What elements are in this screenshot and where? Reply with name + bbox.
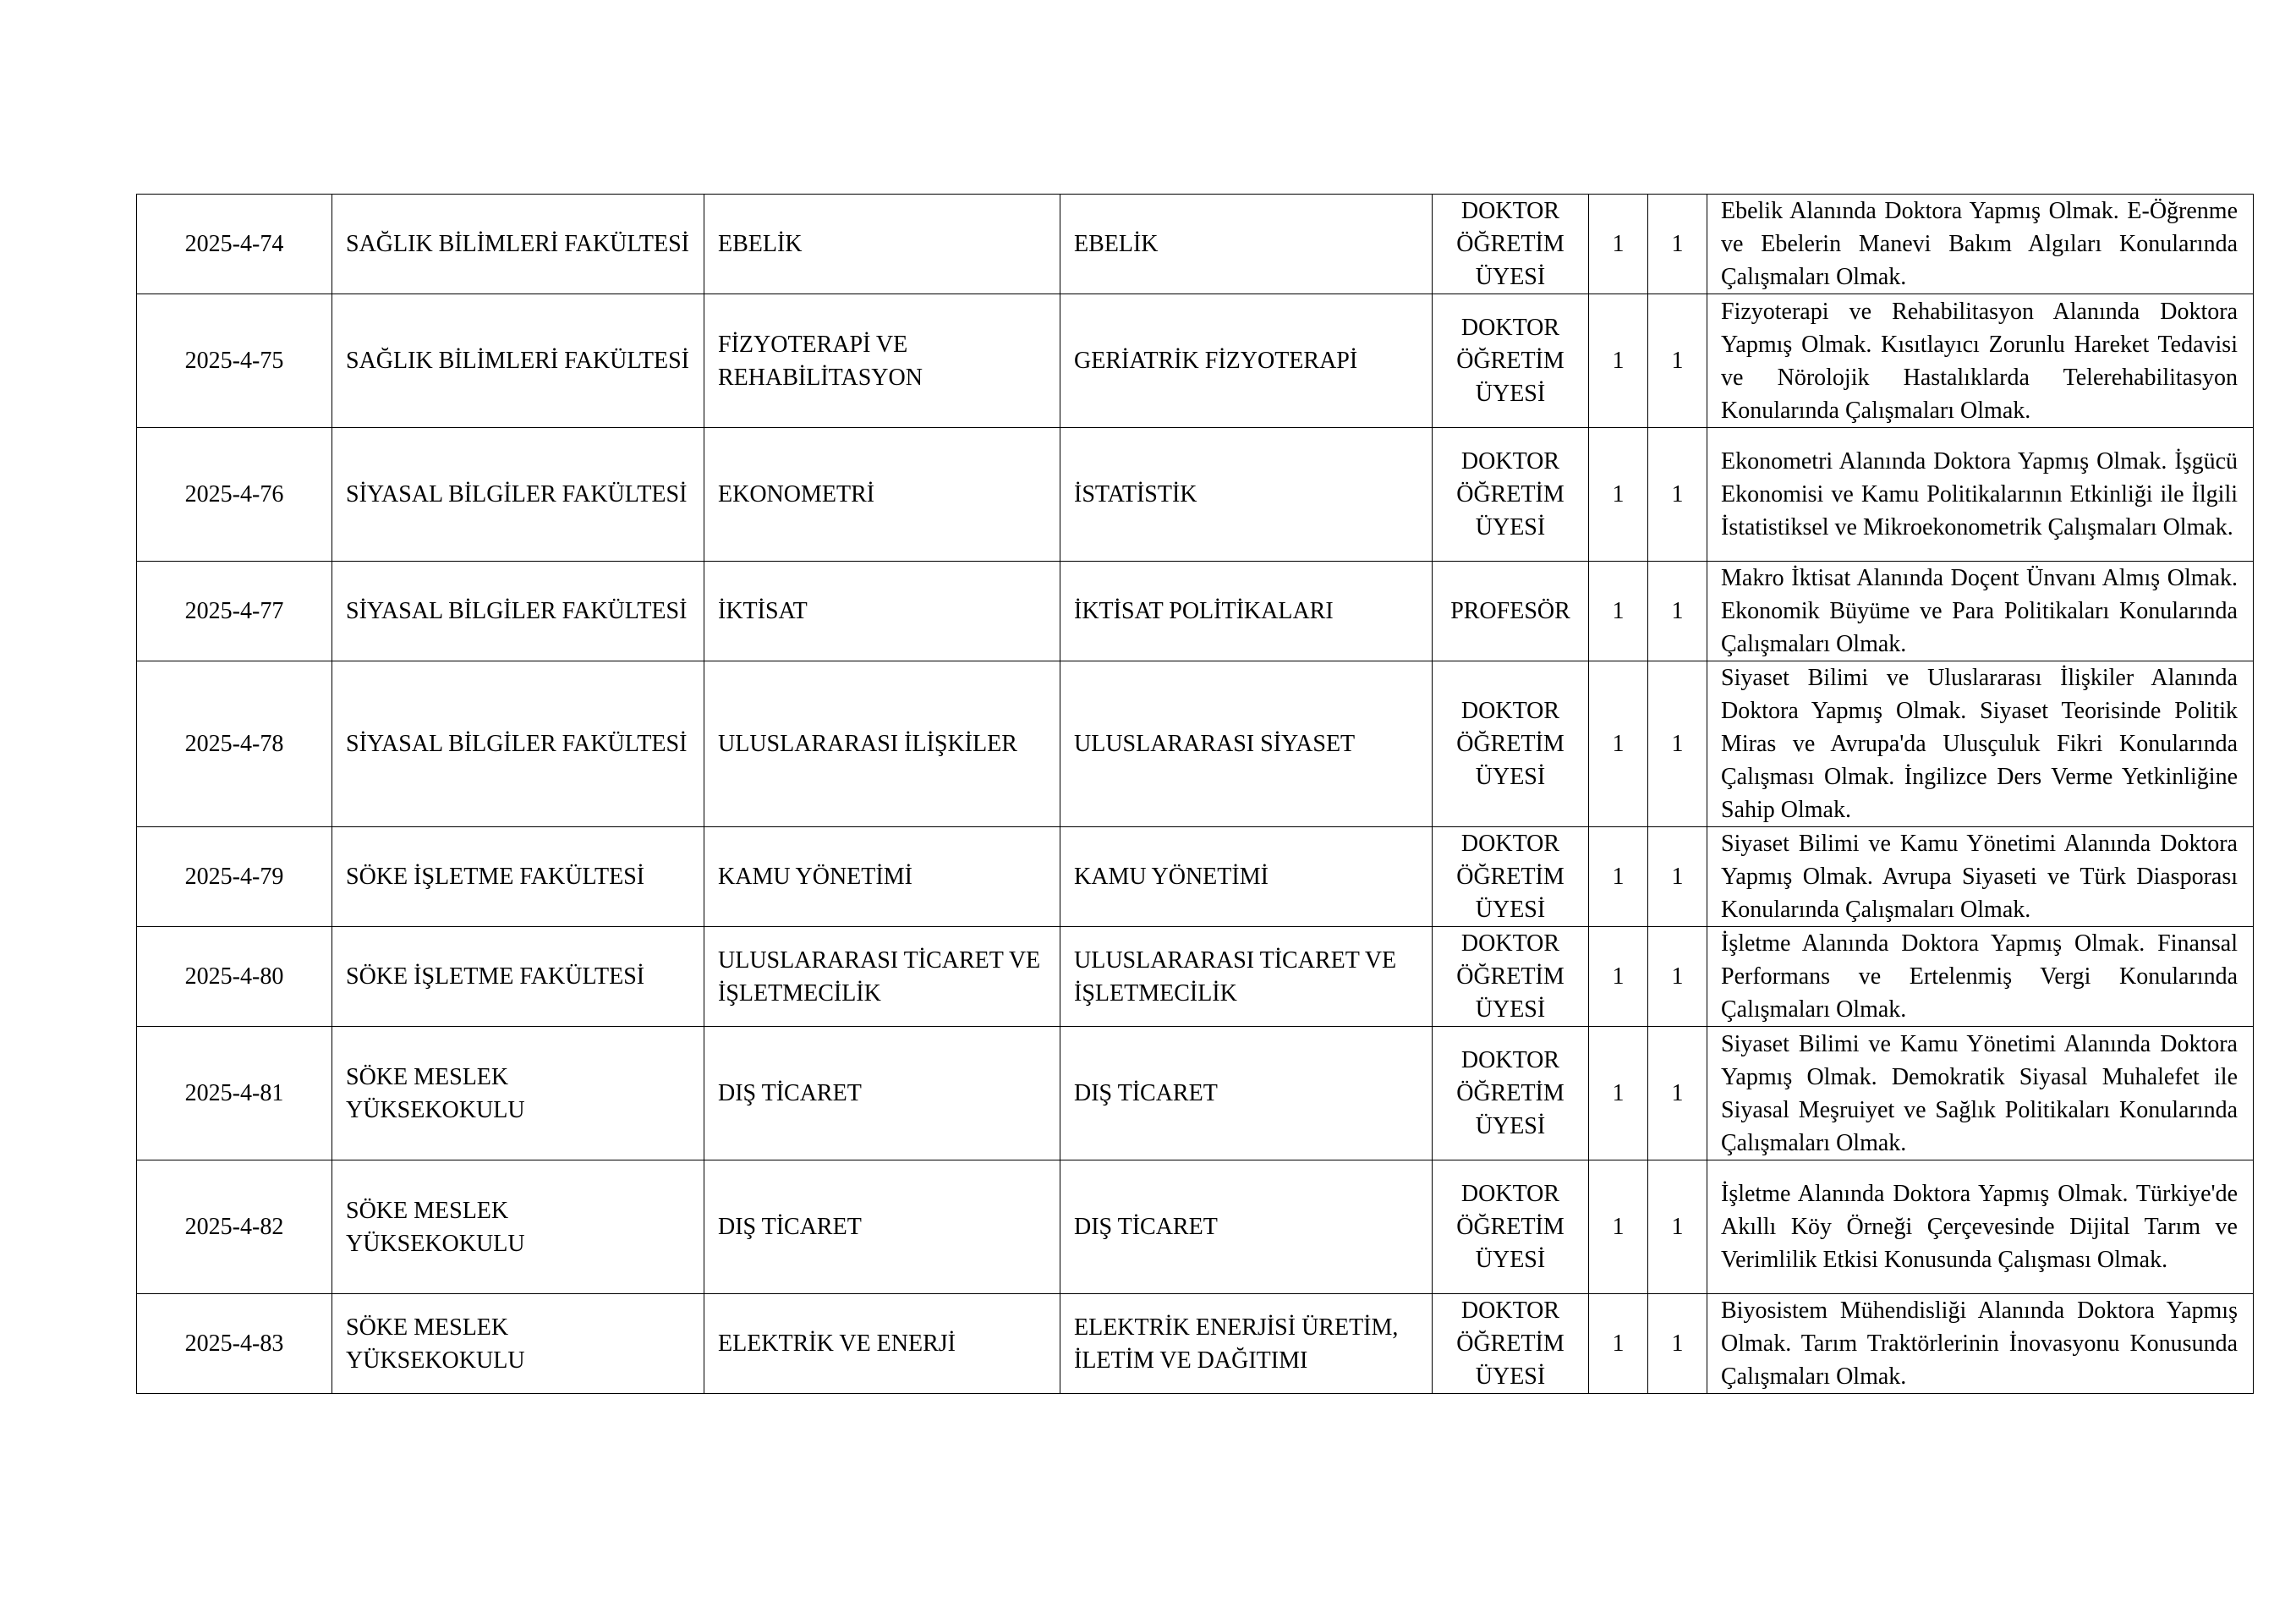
requirements-description-cell: Fizyoterapi ve Rehabilitasyon Alanında Doktora Yapmış Olmak. Kısıtlayıcı Zorunlu Hareket Tedavisi ve Nörolojik Hastalıklarda Telerehabilitasyon Konularında Çalışmaları Olmak.: [1707, 294, 2254, 428]
department-cell: EKONOMETRİ: [704, 428, 1060, 562]
faculty-unit-cell: SİYASAL BİLGİLER FAKÜLTESİ: [332, 428, 704, 562]
announcement-code-cell: 2025-4-78: [137, 661, 332, 827]
department-cell: ULUSLARARASI TİCARET VE İŞLETMECİLİK: [704, 927, 1060, 1027]
table-row: [137, 927, 2254, 1027]
department-cell: KAMU YÖNETİMİ: [704, 827, 1060, 927]
requirements-description-cell: Ekonometri Alanında Doktora Yapmış Olmak. İşgücü Ekonomisi ve Kamu Politikalarının Etkinliği ile İlgili İstatistiksel ve Mikroekonometrik Çalışmaları Olmak.: [1707, 428, 2254, 562]
requirements-description-cell: İşletme Alanında Doktora Yapmış Olmak. Türkiye'de Akıllı Köy Örneği Çerçevesinde Dijital Tarım ve Verimlilik Etkisi Konusunda Çalışması Olmak.: [1707, 1160, 2254, 1294]
field-cell: ULUSLARARASI TİCARET VE İŞLETMECİLİK: [1060, 927, 1433, 1027]
department-cell: İKTİSAT: [704, 562, 1060, 661]
field-cell: GERİATRİK FİZYOTERAPİ: [1060, 294, 1433, 428]
field-cell: EBELİK: [1060, 195, 1433, 294]
field-cell: ULUSLARARASI SİYASET: [1060, 661, 1433, 827]
field-cell: DIŞ TİCARET: [1060, 1027, 1433, 1160]
field-cell: İKTİSAT POLİTİKALARI: [1060, 562, 1433, 661]
position-count-cell: 1: [1589, 195, 1648, 294]
table-row: [137, 562, 2254, 661]
position-count-secondary-cell: 1: [1648, 562, 1707, 661]
academic-title-cell: PROFESÖR: [1433, 562, 1589, 661]
table-row: [137, 1160, 2254, 1294]
table-row: [137, 827, 2254, 927]
position-count-secondary-cell: 1: [1648, 1294, 1707, 1394]
position-count-cell: 1: [1589, 1160, 1648, 1294]
position-count-cell: 1: [1589, 562, 1648, 661]
faculty-unit-cell: SÖKE MESLEK YÜKSEKOKULU: [332, 1160, 704, 1294]
position-count-secondary-cell: 1: [1648, 1027, 1707, 1160]
field-cell: İSTATİSTİK: [1060, 428, 1433, 562]
requirements-description-cell: Ebelik Alanında Doktora Yapmış Olmak. E-Öğrenme ve Ebelerin Manevi Bakım Algıları Konularında Çalışmaları Olmak.: [1707, 195, 2254, 294]
field-cell: DIŞ TİCARET: [1060, 1160, 1433, 1294]
position-count-secondary-cell: 1: [1648, 1160, 1707, 1294]
department-cell: FİZYOTERAPİ VE REHABİLİTASYON: [704, 294, 1060, 428]
academic-title-cell: DOKTOR ÖĞRETİM ÜYESİ: [1433, 294, 1589, 428]
position-count-cell: 1: [1589, 294, 1648, 428]
requirements-description-cell: İşletme Alanında Doktora Yapmış Olmak. Finansal Performans ve Ertelenmiş Vergi Konularında Çalışmaları Olmak.: [1707, 927, 2254, 1027]
announcement-code-cell: 2025-4-81: [137, 1027, 332, 1160]
position-count-cell: 1: [1589, 428, 1648, 562]
table-row: [137, 294, 2254, 428]
faculty-unit-cell: SİYASAL BİLGİLER FAKÜLTESİ: [332, 661, 704, 827]
announcement-code-cell: 2025-4-74: [137, 195, 332, 294]
position-count-secondary-cell: 1: [1648, 195, 1707, 294]
positions-table: [136, 194, 2254, 1394]
announcement-code-cell: 2025-4-75: [137, 294, 332, 428]
position-count-cell: 1: [1589, 927, 1648, 1027]
announcement-code-cell: 2025-4-80: [137, 927, 332, 1027]
table-row: [137, 195, 2254, 294]
announcement-code-cell: 2025-4-77: [137, 562, 332, 661]
position-count-secondary-cell: 1: [1648, 927, 1707, 1027]
position-count-secondary-cell: 1: [1648, 827, 1707, 927]
announcement-code-cell: 2025-4-83: [137, 1294, 332, 1394]
requirements-description-cell: Siyaset Bilimi ve Kamu Yönetimi Alanında Doktora Yapmış Olmak. Demokratik Siyasal Muhalefet ile Siyasal Meşruiyet ve Sağlık Politikaları Konularında Çalışmaları Olmak.: [1707, 1027, 2254, 1160]
department-cell: DIŞ TİCARET: [704, 1027, 1060, 1160]
academic-title-cell: DOKTOR ÖĞRETİM ÜYESİ: [1433, 827, 1589, 927]
department-cell: DIŞ TİCARET: [704, 1160, 1060, 1294]
academic-title-cell: DOKTOR ÖĞRETİM ÜYESİ: [1433, 1160, 1589, 1294]
faculty-unit-cell: SÖKE MESLEK YÜKSEKOKULU: [332, 1027, 704, 1160]
faculty-unit-cell: SİYASAL BİLGİLER FAKÜLTESİ: [332, 562, 704, 661]
faculty-unit-cell: SAĞLIK BİLİMLERİ FAKÜLTESİ: [332, 195, 704, 294]
position-count-cell: 1: [1589, 1027, 1648, 1160]
faculty-unit-cell: SÖKE İŞLETME FAKÜLTESİ: [332, 927, 704, 1027]
position-count-secondary-cell: 1: [1648, 661, 1707, 827]
table-row: [137, 1027, 2254, 1160]
requirements-description-cell: Siyaset Bilimi ve Uluslararası İlişkiler Alanında Doktora Yapmış Olmak. Siyaset Teorisinde Politik Miras ve Avrupa'da Ulusçuluk Fikri Konularında Çalışması Olmak. İngilizce Ders Verme Yetkinliğine Sahip Olmak.: [1707, 661, 2254, 827]
announcement-code-cell: 2025-4-82: [137, 1160, 332, 1294]
position-count-secondary-cell: 1: [1648, 294, 1707, 428]
table-row: [137, 661, 2254, 827]
academic-title-cell: DOKTOR ÖĞRETİM ÜYESİ: [1433, 927, 1589, 1027]
faculty-unit-cell: SAĞLIK BİLİMLERİ FAKÜLTESİ: [332, 294, 704, 428]
department-cell: ULUSLARARASI İLİŞKİLER: [704, 661, 1060, 827]
announcement-code-cell: 2025-4-79: [137, 827, 332, 927]
field-cell: KAMU YÖNETİMİ: [1060, 827, 1433, 927]
academic-title-cell: DOKTOR ÖĞRETİM ÜYESİ: [1433, 661, 1589, 827]
requirements-description-cell: Makro İktisat Alanında Doçent Ünvanı Almış Olmak. Ekonomik Büyüme ve Para Politikaları Konularında Çalışmaları Olmak.: [1707, 562, 2254, 661]
table-body: [137, 195, 2254, 1394]
faculty-unit-cell: SÖKE MESLEK YÜKSEKOKULU: [332, 1294, 704, 1394]
department-cell: ELEKTRİK VE ENERJİ: [704, 1294, 1060, 1394]
faculty-unit-cell: SÖKE İŞLETME FAKÜLTESİ: [332, 827, 704, 927]
requirements-description-cell: Siyaset Bilimi ve Kamu Yönetimi Alanında Doktora Yapmış Olmak. Avrupa Siyaseti ve Türk Diasporası Konularında Çalışmaları Olmak.: [1707, 827, 2254, 927]
table-row: [137, 1294, 2254, 1394]
table-row: [137, 428, 2254, 562]
position-count-cell: 1: [1589, 661, 1648, 827]
position-count-secondary-cell: 1: [1648, 428, 1707, 562]
academic-title-cell: DOKTOR ÖĞRETİM ÜYESİ: [1433, 195, 1589, 294]
department-cell: EBELİK: [704, 195, 1060, 294]
academic-title-cell: DOKTOR ÖĞRETİM ÜYESİ: [1433, 1027, 1589, 1160]
position-count-cell: 1: [1589, 1294, 1648, 1394]
announcement-code-cell: 2025-4-76: [137, 428, 332, 562]
academic-title-cell: DOKTOR ÖĞRETİM ÜYESİ: [1433, 428, 1589, 562]
requirements-description-cell: Biyosistem Mühendisliği Alanında Doktora Yapmış Olmak. Tarım Traktörlerinin İnovasyonu Konusunda Çalışmaları Olmak.: [1707, 1294, 2254, 1394]
position-count-cell: 1: [1589, 827, 1648, 927]
academic-title-cell: DOKTOR ÖĞRETİM ÜYESİ: [1433, 1294, 1589, 1394]
field-cell: ELEKTRİK ENERJİSİ ÜRETİM, İLETİM VE DAĞITIMI: [1060, 1294, 1433, 1394]
